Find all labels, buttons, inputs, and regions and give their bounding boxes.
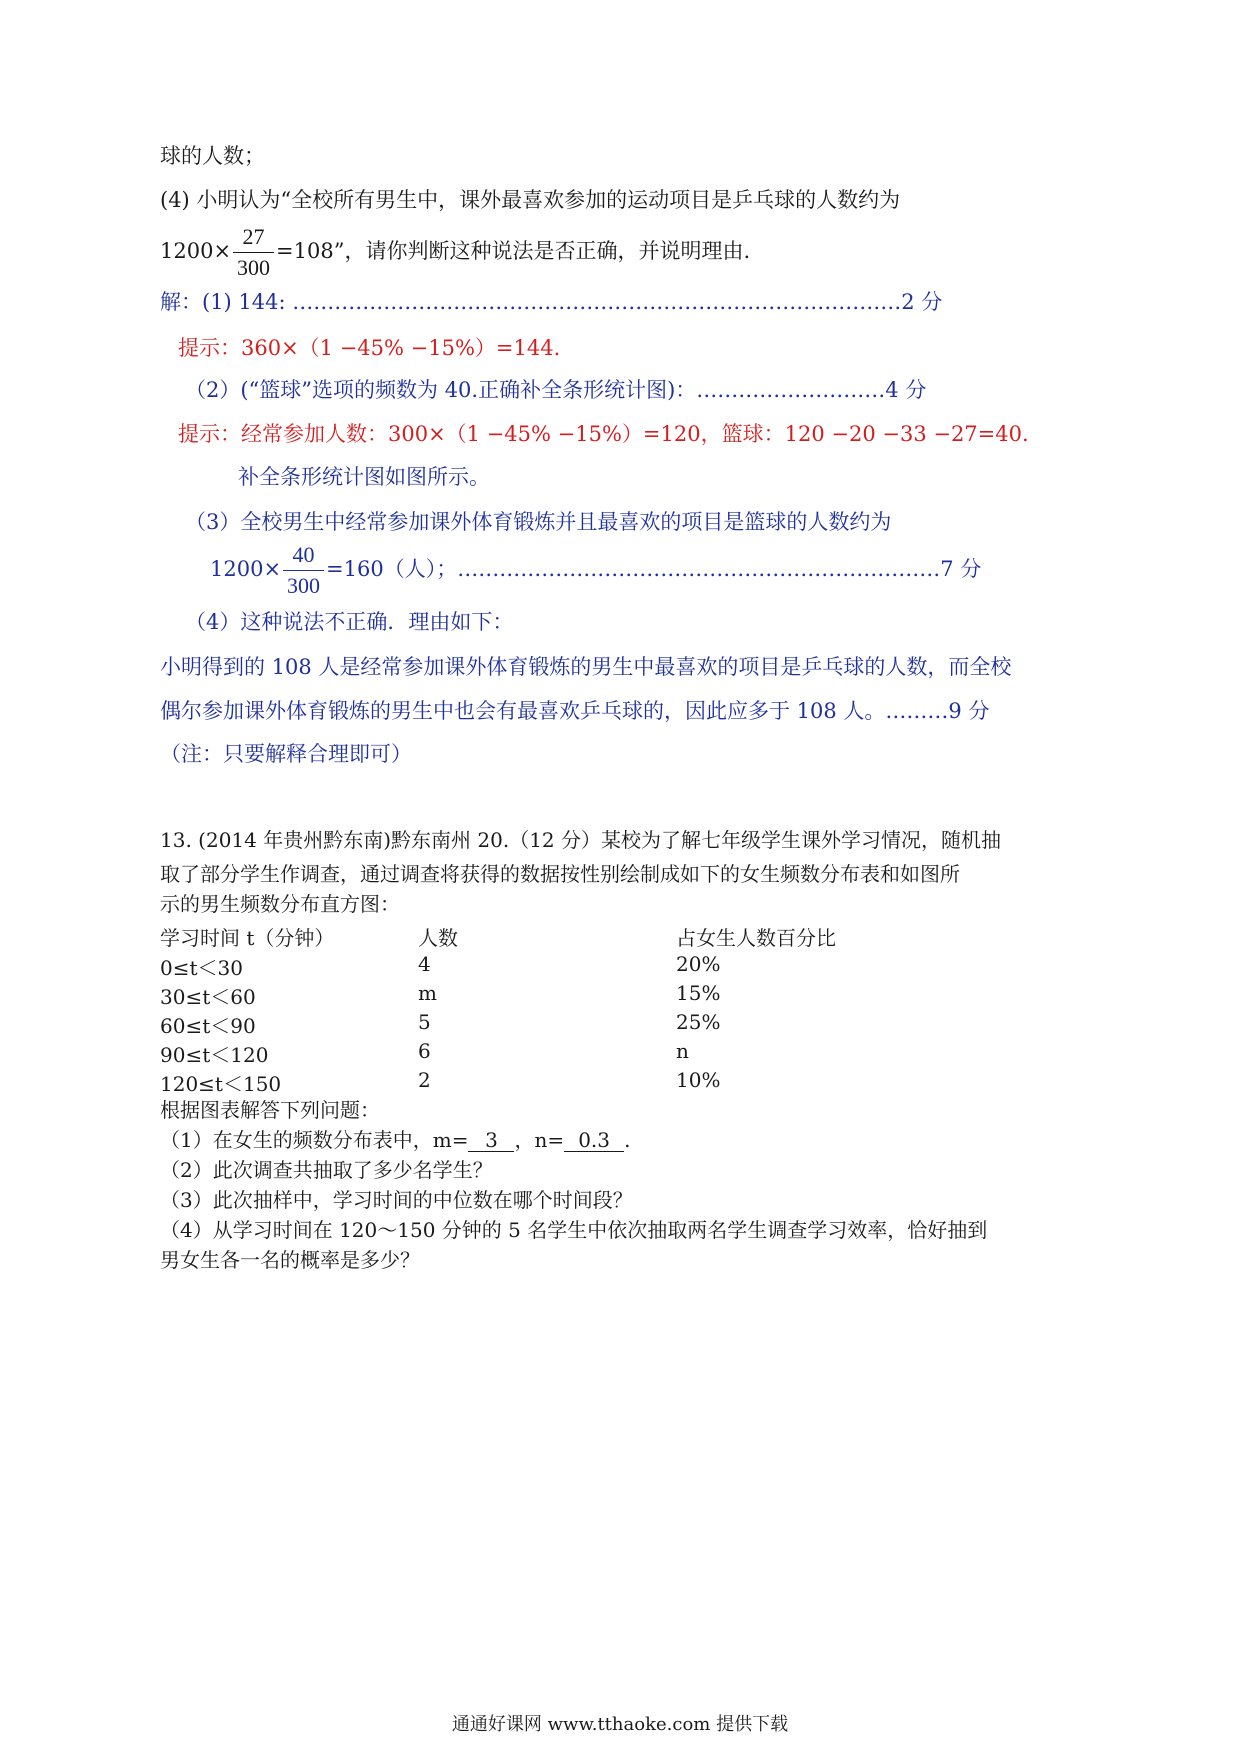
page-footer: 通通好课网 www.tthaoke.com 提供下载: [451, 1714, 789, 1735]
table-cell: 30≤t＜60: [160, 985, 256, 1009]
answer-m: 3: [468, 1129, 514, 1152]
text-line: 球的人数；: [160, 144, 265, 168]
table-cell: 120≤t＜150: [160, 1072, 282, 1096]
solution-step-3-formula: [210, 540, 981, 601]
fraction: [233, 222, 274, 283]
question-1-suffix: .: [624, 1128, 631, 1152]
question-3: （3）此次抽样中，学习时间的中位数在哪个时间段？: [160, 1188, 633, 1212]
hint-2: 提示：经常参加人数：300×（1 −45% −15%）=120，篮球：120 −20 −33 −27=40.: [178, 422, 1029, 446]
question-4b: 男女生各一名的概率是多少？: [160, 1248, 420, 1272]
table-cell: 5: [418, 1010, 431, 1034]
problem-13-line-3: 示的男生频数分布直方图：: [160, 892, 400, 916]
fraction-denominator: 300: [287, 573, 321, 598]
table-cell: 60≤t＜90: [160, 1014, 256, 1038]
table-cell: n: [676, 1039, 689, 1063]
solution-note: （注：只要解释合理即可）: [160, 742, 412, 766]
hint-2-continued: 补全条形统计图如图所示。: [238, 465, 490, 489]
solution-step-2: （2）(“篮球”选项的频数为 40.正确补全条形统计图)：………………………4 分: [185, 378, 927, 402]
table-row: [160, 1010, 1060, 1040]
table-row: [160, 1068, 1060, 1098]
problem-13-line-2: 取了部分学生作调查，通过调查将获得的数据按性别绘制成如下的女生频数分布表和如图所: [160, 862, 960, 886]
table-cell: m: [418, 981, 437, 1005]
question-4a: （4）从学习时间在 120～150 分钟的 5 名学生中依次抽取两名学生调查学习效率，恰好抽到: [160, 1218, 988, 1242]
question-1-mid: ，n=: [514, 1128, 565, 1152]
table-cell: 2: [418, 1068, 431, 1092]
table-cell: 90≤t＜120: [160, 1043, 269, 1067]
table-row: [160, 981, 1060, 1011]
table-header-cell: 学习时间 t（分钟）: [160, 926, 335, 950]
solution-step-3: （3）全校男生中经常参加课外体育锻炼并且最喜欢的项目是篮球的人数约为: [185, 510, 892, 534]
answer-n: 0.3: [564, 1129, 624, 1152]
table-header: [160, 922, 1060, 952]
question-1-prefix: （1）在女生的频数分布表中，m=: [160, 1128, 469, 1152]
table-cell: 6: [418, 1039, 431, 1063]
question-4-text: (4) 小明认为“全校所有男生中，课外最喜欢参加的运动项目是乒乓球的人数约为: [160, 188, 901, 212]
formula-prefix: 1200×: [160, 239, 232, 263]
table-cell: 10%: [676, 1068, 721, 1092]
solution-explanation-1: 小明得到的 108 人是经常参加课外体育锻炼的男生中最喜欢的项目是乒乓球的人数，而全校: [160, 655, 1012, 679]
table-cell: 4: [418, 952, 431, 976]
fraction: [283, 540, 324, 601]
question-4-formula: [160, 222, 750, 283]
solution-step-1: 解：(1) 144: ……………………………………………………………………………2 分: [160, 290, 943, 314]
formula-suffix: =160（人）；……………………………………………………………7 分: [326, 557, 982, 581]
solution-explanation-2: 偶尔参加课外体育锻炼的男生中也会有最喜欢乒乓球的，因此应多于 108 人。………9 分: [160, 699, 990, 723]
solution-step-4: （4）这种说法不正确．理由如下：: [185, 610, 514, 634]
problem-13-line-1: 13. (2014 年贵州黔东南)黔东南州 20.（12 分）某校为了解七年级学生课外学习情况，随机抽: [160, 828, 1001, 852]
table-header-cell: 占女生人数百分比: [676, 926, 836, 950]
fraction-numerator: 27: [233, 222, 274, 253]
formula-suffix: =108”，请你判断这种说法是否正确，并说明理由.: [276, 239, 751, 263]
table-cell: 20%: [676, 952, 721, 976]
fraction-numerator: 40: [283, 540, 324, 571]
fraction-denominator: 300: [237, 255, 271, 280]
table-cell: 15%: [676, 981, 721, 1005]
table-cell: 0≤t＜30: [160, 956, 243, 980]
question-2: （2）此次调查共抽取了多少名学生？: [160, 1158, 493, 1182]
table-header-cell: 人数: [418, 926, 458, 950]
formula-prefix: 1200×: [210, 557, 282, 581]
table-row: [160, 952, 1060, 982]
questions-intro: 根据图表解答下列问题：: [160, 1098, 380, 1122]
hint-1: 提示：360×（1 −45% −15%）=144.: [178, 336, 561, 360]
table-cell: 25%: [676, 1010, 721, 1034]
question-1: [160, 1126, 630, 1154]
table-row: [160, 1039, 1060, 1069]
